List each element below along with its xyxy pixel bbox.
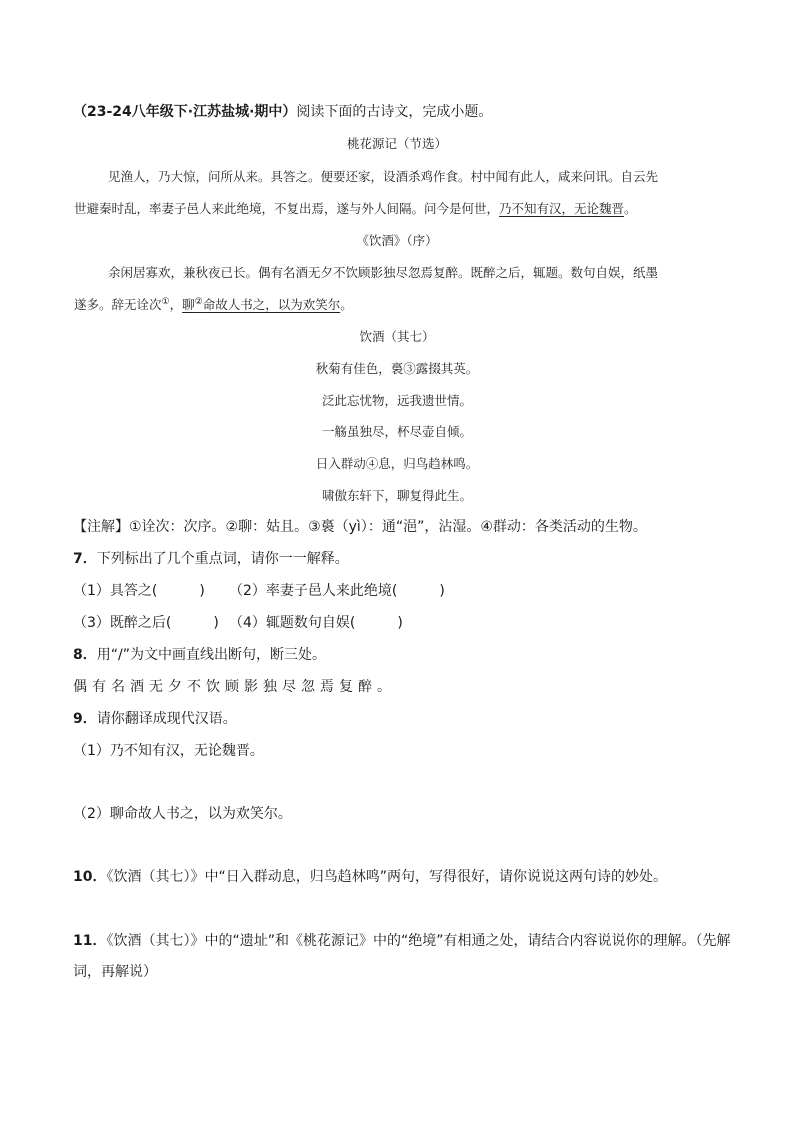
q7-item-1: （1）具答之( ) — [73, 583, 205, 599]
passage2-title: 《饮酒》（序） — [356, 233, 438, 248]
q7-item-4: （4）辄题数句自娱( ) — [229, 615, 403, 631]
q9-item-1: （1）乃不知有汉，无论魏晋。 — [73, 743, 264, 759]
passage1-title: 桃花源记（节选） — [346, 136, 447, 151]
underlined-sentence-2: 聊②命故人书之，以为欢笑尔 — [182, 296, 341, 312]
question-10: 10．《饮酒（其七）》中“日入群动息，归鸟趋林鸣”两句，写得很好，请你说说这两句诗的妙处。 — [73, 869, 667, 885]
poem-line: 泛此忘忧物，远我遗世情。 — [321, 393, 472, 408]
question-8: 8．用“/”为文中画直线出断句，断三处。 — [73, 647, 326, 663]
poem-line: 秋菊有佳色，裛③露掇其英。 — [315, 361, 479, 376]
poem-line: 日入群动④息，归鸟趋林鸣。 — [315, 456, 479, 471]
q7-item-2: （2）率妻子邑人来此绝境( ) — [229, 583, 445, 599]
note-mark-2: ② — [194, 296, 203, 307]
poem-line: 啸傲东轩下，聊复得此生。 — [321, 488, 472, 503]
passage1-line1: 见渔人，乃大惊，问所从来。具答之。便要还家，设酒杀鸡作食。村中闻有此人，咸来问讯。自云先 — [108, 169, 659, 184]
question-number: 8． — [73, 647, 97, 663]
passage2-line1: 余闲居寡欢，兼秋夜已长。偶有名酒无夕不饮顾影独尽忽焉复醉。既醉之后，辄题。数句自娱，纸墨 — [108, 265, 659, 280]
question-9: 9．请你翻译成现代汉语。 — [73, 711, 237, 727]
note-mark-1: ① — [161, 296, 170, 307]
question-source: （23-24八年级下·江苏盐城·期中） — [73, 104, 297, 120]
q7-item-3: （3）既醉之后( ) — [73, 615, 219, 631]
question-number: 11． — [73, 933, 107, 949]
underlined-sentence-1: 乃不知有汉，无论魏晋 — [499, 201, 625, 216]
poem-line: 一觞虽独尽，杯尽壶自倾。 — [321, 424, 472, 439]
question-number: 7． — [73, 551, 97, 567]
question-header — [73, 101, 492, 121]
passage1-line2: 世避秦时乱，率妻子邑人来此绝境，不复出焉，遂与外人间隔。问今是何世，乃不知有汉，无论魏晋。 — [74, 201, 637, 216]
passage2-line2: 遂多。辞无诠次①，聊②命故人书之，以为欢笑尔。 — [74, 296, 353, 312]
poem-title: 饮酒（其七） — [359, 329, 435, 344]
q8-sentence: 偶有名酒无夕不饮顾影独尽忽焉复醉。 — [73, 679, 396, 695]
annotation-notes: 【注解】①诠次：次序。②聊：姑且。③裛（yì）：通“浥”，沾湿。④群动：各类活动的生物。 — [73, 519, 647, 535]
question-instruction: 阅读下面的古诗文，完成小题。 — [296, 104, 493, 120]
question-11: 11．《饮酒（其七）》中的“遗址”和《桃花源记》中的“绝境”有相通之处，请结合内容说说你的理解。（先解 — [73, 933, 731, 949]
question-number: 9． — [73, 711, 97, 727]
q9-item-2: （2）聊命故人书之，以为欢笑尔。 — [73, 806, 292, 822]
question-11-continued: 词，再解说） — [73, 964, 157, 980]
question-number: 10． — [73, 869, 107, 885]
question-7: 7．下列标出了几个重点词，请你一一解释。 — [73, 551, 349, 567]
